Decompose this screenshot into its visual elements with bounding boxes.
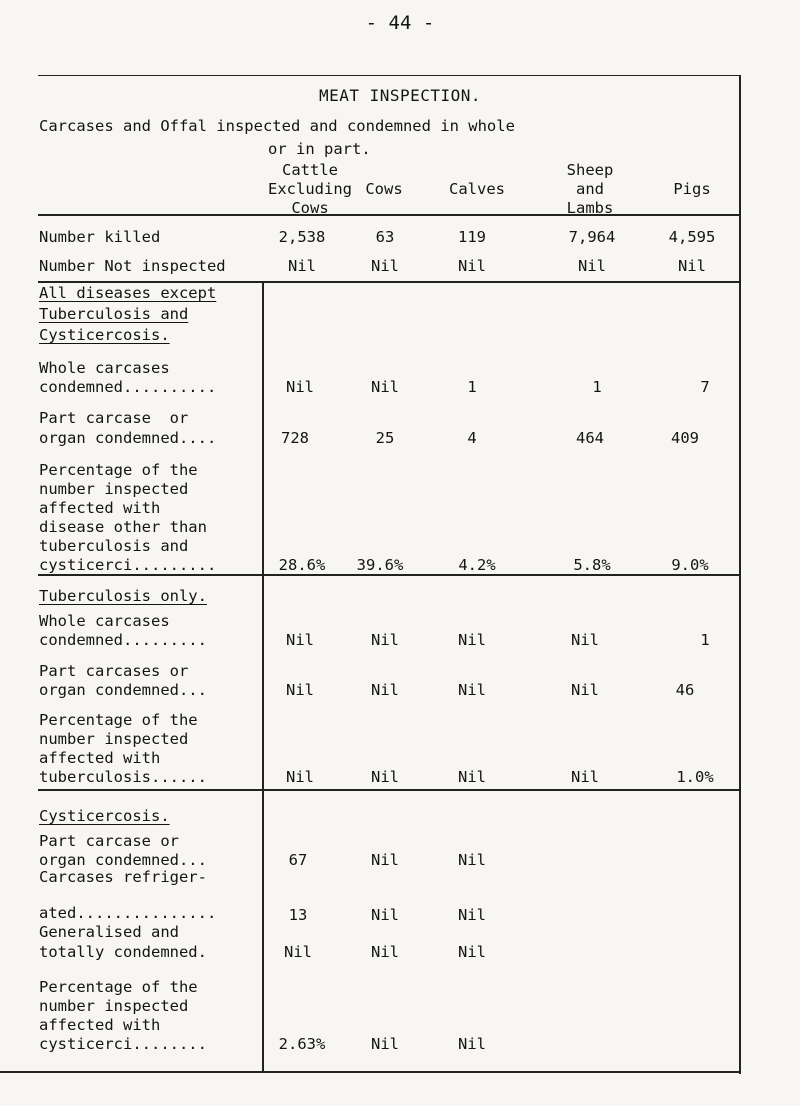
col1-line1: Cattle (282, 161, 338, 179)
cell-cows: Nil (371, 257, 399, 275)
row-label: totally condemned. (39, 943, 207, 961)
section-heading-line: All diseases except (39, 284, 217, 302)
cell-cattle: Nil (286, 681, 314, 699)
cell-calves: Nil (458, 906, 486, 924)
cell-sheep: 464 (576, 429, 604, 447)
cell-cattle: Nil (286, 378, 314, 396)
row-label: Whole carcases (39, 612, 170, 630)
cell-calves: Nil (458, 681, 486, 699)
col4-line1: Sheep (566, 161, 614, 179)
cell-cows: 25 (375, 429, 395, 447)
cell-calves: Nil (458, 1035, 486, 1053)
section-divider-3 (38, 789, 741, 791)
cell-pigs: Nil (678, 257, 706, 275)
cell-sheep: 7,964 (568, 228, 616, 246)
section-heading-line: Tuberculosis and (39, 305, 189, 323)
row-label: organ condemned... (39, 851, 207, 869)
cell-pigs: 4,595 (668, 228, 716, 246)
row-label: tuberculosis and (39, 537, 189, 555)
cell-pigs: 1.0% (676, 768, 714, 786)
cell-sheep: Nil (571, 631, 599, 649)
cell-calves: 1 (467, 378, 477, 396)
row-label: number inspected (39, 480, 189, 498)
row-label: cysticerci......... (39, 556, 217, 574)
cell-calves: Nil (458, 851, 486, 869)
cell-sheep: 5.8% (573, 556, 611, 574)
page-title (0, 86, 800, 105)
row-label: ated............... (39, 904, 217, 922)
cell-cows: Nil (371, 851, 399, 869)
cell-pigs: 7 (700, 378, 710, 396)
col4-line3: Lambs (566, 199, 614, 217)
cell-cattle: Nil (286, 631, 314, 649)
row-label: condemned.......... (39, 378, 217, 396)
cell-cows: Nil (371, 943, 399, 961)
cell-pigs: 409 (671, 429, 699, 447)
column-header-calves: Calves (449, 180, 505, 198)
col1-line3: Cows (291, 199, 329, 217)
cell-calves: 4.2% (458, 556, 496, 574)
row-label: Part carcase or (39, 832, 179, 850)
row-label: organ condemned.... (39, 429, 217, 447)
row-label: condemned......... (39, 631, 207, 649)
section-heading-line: Tuberculosis only. (39, 587, 207, 605)
section-heading-line: Cysticercosis. (39, 807, 170, 825)
subtitle-line2: or in part. (268, 140, 371, 158)
cell-cattle: Nil (284, 943, 312, 961)
cell-cows: Nil (371, 631, 399, 649)
row-label: Whole carcases (39, 359, 170, 377)
row-label: Percentage of the (39, 978, 198, 996)
cell-cattle: 28.6% (278, 556, 326, 574)
subtitle-line1: Carcases and Offal inspected and condemned in whole (39, 117, 515, 135)
cell-calves: Nil (458, 257, 486, 275)
section-divider-2 (38, 574, 741, 576)
cell-cows: 63 (375, 228, 395, 246)
cell-cattle: 2.63% (278, 1035, 326, 1053)
column-header-cows: Cows (365, 180, 403, 198)
row-label: disease other than (39, 518, 207, 536)
column-header-pigs: Pigs (673, 180, 711, 198)
cell-cattle: Nil (288, 257, 316, 275)
cell-pigs: 46 (675, 681, 695, 699)
cell-sheep: 1 (592, 378, 602, 396)
row-label: affected with (39, 1016, 161, 1034)
cell-calves: Nil (458, 768, 486, 786)
row-label: Generalised and (39, 923, 179, 941)
row-label: Percentage of the (39, 461, 198, 479)
cell-sheep: Nil (571, 768, 599, 786)
cell-cows: Nil (371, 681, 399, 699)
row-label: organ condemned... (39, 681, 207, 699)
row-label: Number killed (39, 228, 161, 246)
cell-cows: Nil (371, 1035, 399, 1053)
cell-cows: Nil (371, 768, 399, 786)
title-text: MEAT INSPECTION. (318, 86, 482, 105)
cell-pigs: 1 (700, 631, 710, 649)
cell-cows: 39.6% (356, 556, 404, 574)
page-number: - 44 - (365, 12, 435, 34)
row-label: tuberculosis...... (39, 768, 207, 786)
col1-line2: Excluding (268, 180, 352, 198)
cell-calves: Nil (458, 943, 486, 961)
cell-cattle: 728 (281, 429, 309, 447)
row-label: Number Not inspected (39, 257, 226, 275)
row-label: affected with (39, 499, 161, 517)
cell-sheep: Nil (571, 681, 599, 699)
section-divider-1 (38, 281, 741, 283)
cell-pigs: 9.0% (671, 556, 709, 574)
cell-cattle: 2,538 (278, 228, 326, 246)
col4-line2: and (576, 180, 604, 198)
row-label: cysticerci........ (39, 1035, 207, 1053)
cell-calves: 119 (458, 228, 486, 246)
row-label: number inspected (39, 997, 189, 1015)
row-label: Percentage of the (39, 711, 198, 729)
table-bottom-rule (0, 1071, 741, 1073)
cell-calves: 4 (467, 429, 477, 447)
cell-cattle: 67 (288, 851, 308, 869)
row-label: Part carcases or (39, 662, 189, 680)
row-label: Carcases refriger- (39, 868, 207, 886)
header-divider (38, 214, 741, 216)
row-label: Part carcase or (39, 409, 189, 427)
section-heading-line: Cysticercosis. (39, 326, 170, 344)
row-label: number inspected (39, 730, 189, 748)
cell-cows: Nil (371, 906, 399, 924)
row-label: affected with (39, 749, 161, 767)
cell-cows: Nil (371, 378, 399, 396)
cell-calves: Nil (458, 631, 486, 649)
cell-cattle: 13 (288, 906, 308, 924)
cell-sheep: Nil (578, 257, 606, 275)
cell-cattle: Nil (286, 768, 314, 786)
